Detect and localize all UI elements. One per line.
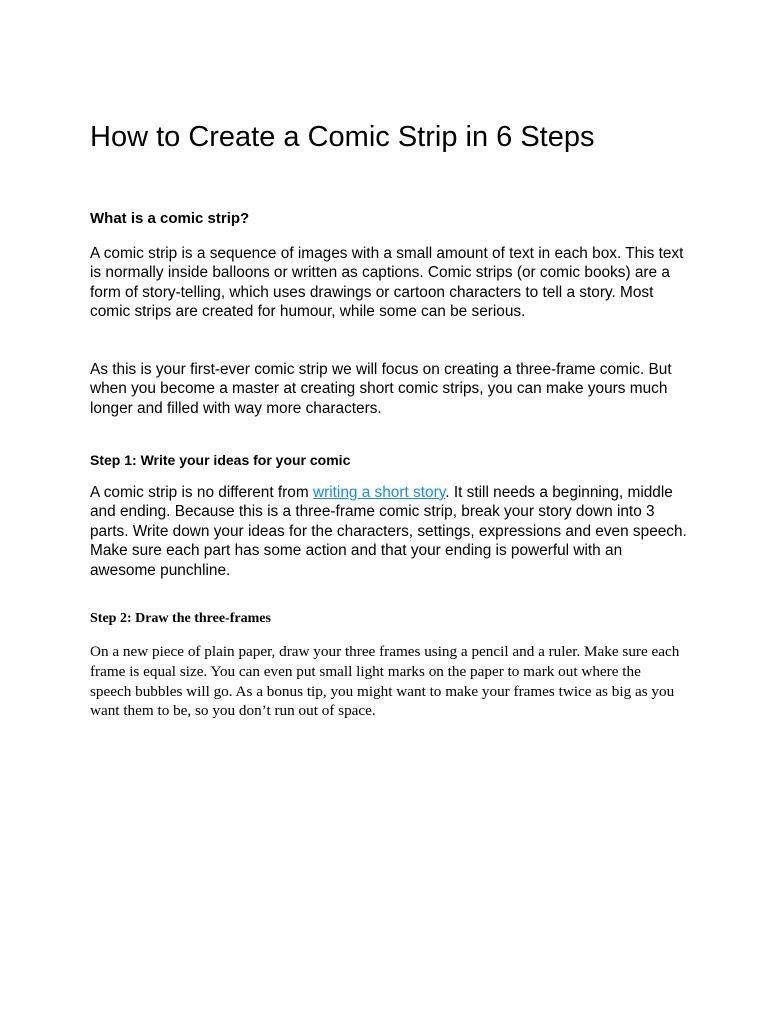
- paragraph-first-comic-strip: As this is your first-ever comic strip we will focus on creating a three-frame comic. But when you become a master at creating short comic strips, you can make yours much longer and filled with way more characters.: [90, 361, 672, 417]
- paragraph-step-2: On a new piece of plain paper, draw your three frames using a pencil and a ruler. Make sure each frame is equal size. You can even put small light marks on the paper to mark out where the speech bubbles will go. As a bonus tip, you might want to make your frames twice as big as you want them to be, so you don’t run out of space.: [90, 643, 680, 720]
- document-title: How to Create a Comic Strip in 6 Steps: [90, 121, 595, 153]
- section-heading-what-is-comic-strip: What is a comic strip?: [90, 210, 250, 227]
- paragraph-comic-strip-definition: A comic strip is a sequence of images with a small amount of text in each box. This text is normally inside balloons or written as captions. Comic strips (or comic books) are a form of story-telling, which uses drawings or cartoon characters to tell a story. Most comic strips are created for humour, while some can be serious.: [90, 245, 684, 321]
- paragraph-step-1-text-start: A comic strip is no different from: [90, 484, 313, 501]
- writing-short-story-link[interactable]: writing a short story: [312, 484, 446, 501]
- section-heading-step-1: Step 1: Write your ideas for your comic: [90, 452, 351, 468]
- paragraph-step-1-text-end: . It still needs a beginning, middle and ending. Because this is a three-frame comic strip, break your story down into 3 parts. Write down your ideas for the characters, settings, expressions and even speech. Make sure each part has some action and that your ending is powerful with an awesome punchline.: [90, 484, 687, 579]
- section-heading-step-2: Step 2: Draw the three-frames: [90, 611, 271, 626]
- paragraph-step-1: [90, 483, 690, 580]
